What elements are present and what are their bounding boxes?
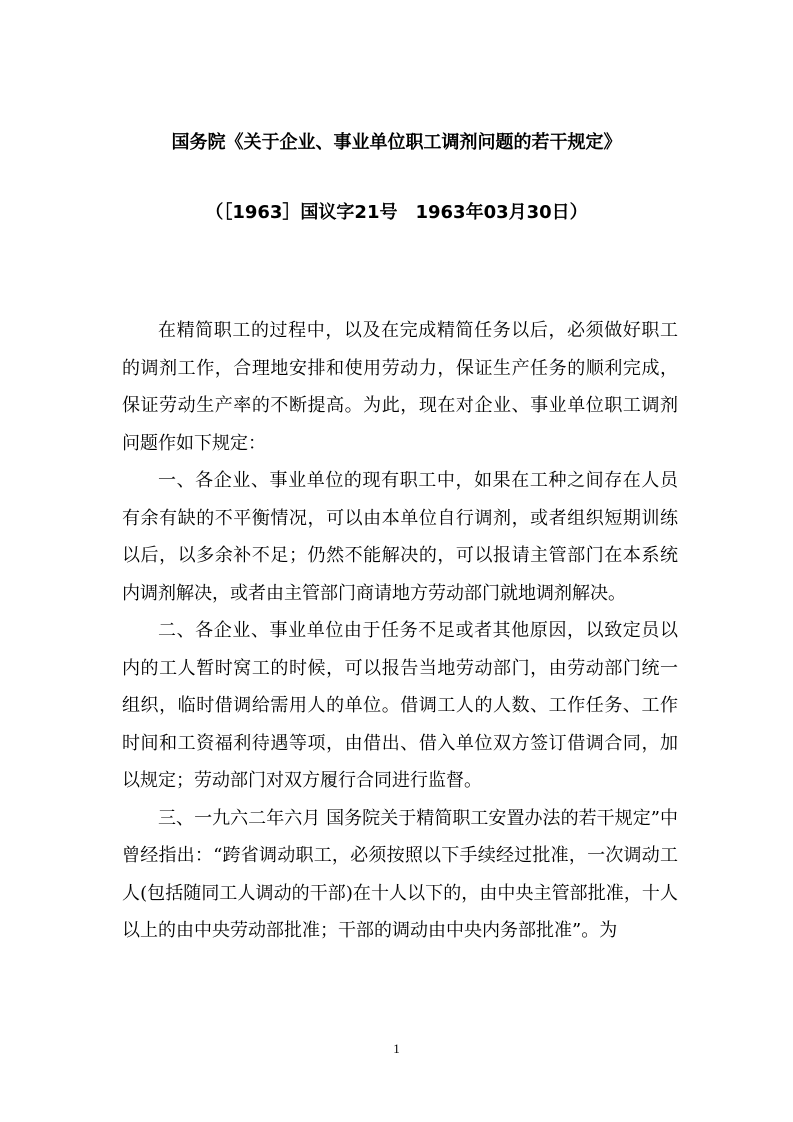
document-subtitle: （［1963］国议字21号 1963年03月30日） xyxy=(205,202,588,223)
paragraph-intro: 在精简职工的过程中，以及在完成精简任务以后，必须做好职工的调剂工作，合理地安排和使用劳动力，保证生产任务的顺利完成，保证劳动生产率的不断提高。为此，现在对企业、事业单位职工调剂问题作如下规定： xyxy=(122,320,678,454)
document-body xyxy=(122,312,678,950)
page-number: 1 xyxy=(393,1041,400,1056)
paragraph-1: 一、各企业、事业单位的现有职工中，如果在工种之间存在人员有余有缺的不平衡情况，可以由本单位自行调剂，或者组织短期训练以后，以多余补不足；仍然不能解决的，可以报请主管部门在本系统内调剂解决，或者由主管部门商请地方劳动部门就地调剂解决。 xyxy=(122,470,678,604)
paragraph-2: 二、各企业、事业单位由于任务不足或者其他原因，以致定员以内的工人暂时窝工的时候，可以报告当地劳动部门，由劳动部门统一组织，临时借调给需用人的单位。借调工人的人数、工作任务、工作时间和工资福利待遇等项，由借出、借入单位双方签订借调合同，加以规定；劳动部门对双方履行合同进行监督。 xyxy=(122,620,678,791)
document-title: 国务院《关于企业、事业单位职工调剂问题的若干规定》 xyxy=(171,132,622,153)
paragraph-3: 三、一九六二年六月 国务院关于精简职工安置办法的若干规定”中曾经指出：“跨省调动职工，必须按照以下手续经过批准，一次调动工人(包括随同工人调动的干部)在十人以下的，由中央主管部批准，十人以上的由中央劳动部批准；干部的调动由中央内务部批准”。为 xyxy=(122,807,678,941)
